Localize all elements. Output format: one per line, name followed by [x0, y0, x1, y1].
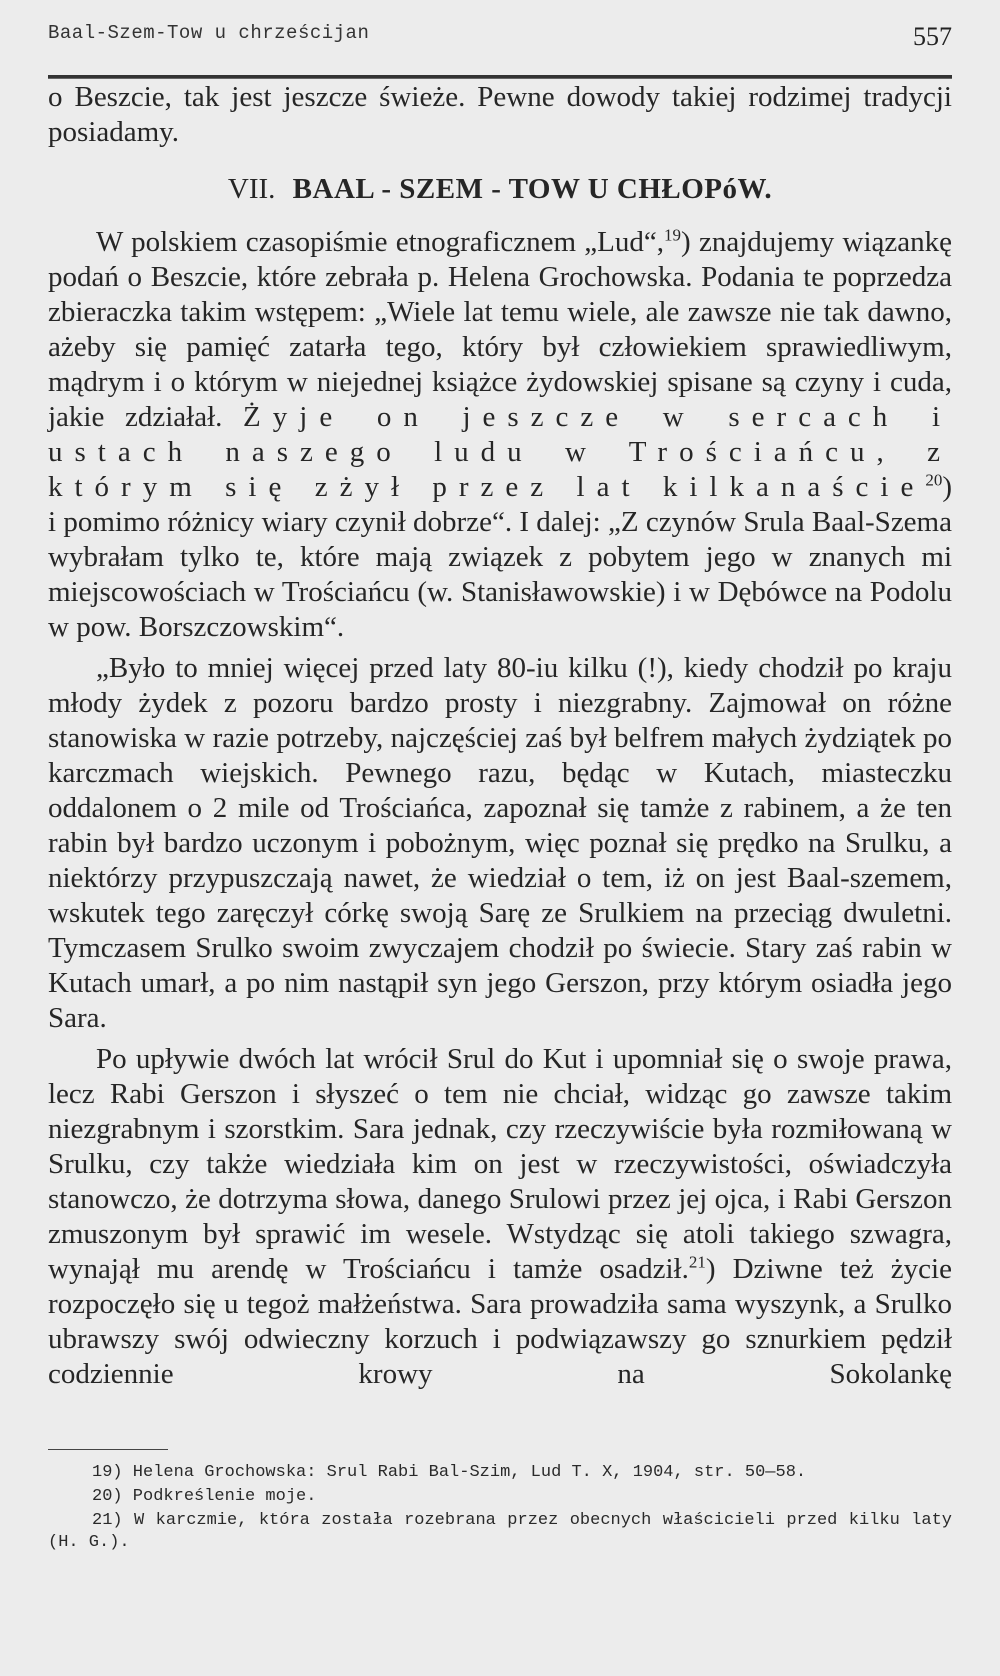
paragraph-2-text-b: ) znajdujemy wiązankę podań o Beszcie, które zebrała p. Helena Grochowska. Podania te poprzedza zbieraczka takim wstępem: „Wiele lat temu wiele, ale zawsze nie tak dawno, ażeby się pamięć zatarła tego, który był człowiekiem sprawiedliwym, mądrym i o którym w niejednej książce żydowskiej spisane są czyny i cuda, jakie zdziałał. [48, 226, 952, 433]
paragraph-4 [48, 1042, 952, 1392]
book-page [48, 0, 952, 1676]
footnote-ref-21: 21 [688, 1252, 706, 1272]
footnote-rule [48, 1449, 168, 1450]
body-text [48, 80, 952, 1392]
paragraph-2 [48, 225, 952, 645]
paragraph-1: o Beszcie, tak jest jeszcze świeże. Pewne dowody takiej rodzimej tradycji posiadamy. [48, 81, 952, 148]
emphasized-text: Żyje on jeszcze w sercach i ustach naszego ludu w Trościańcu, z którym się zżył przez lat kilkanaście [48, 401, 953, 503]
paragraph-4-text-a: Po upływie dwóch lat wrócił Srul do Kut i upomniał się o swoje prawa, lecz Rabi Gerszon i słyszeć o tem nie chciał, widząc go zawsze takim niezgrabnym i szorstkim. Sara jednak, czy rzeczywiście była rozmiłowaną w Srulku, czy także wiedziała kim on jest w rzeczywistości, oświadczyła stanowczo, że dotrzyma słowa, danego Srulowi przez jej ojca, i Rabi Gerszon zmuszonym był sprawić im wesele. Wstydząc się atoli takiego szwagra, wynajął mu arendę w Trościańcu i tamże osadził. [48, 1043, 952, 1285]
running-head-title: Baal-Szem-Tow u chrześcijan [48, 22, 370, 44]
footnote-21: 21) W karczmie, która została rozebrana przez obecnych właścicieli przed kilku laty (H. G.). [48, 1511, 952, 1552]
footnote-ref-19: 19 [664, 225, 682, 245]
page-number: 557 [913, 22, 952, 51]
running-head [48, 18, 952, 58]
paragraph-4-text-b: ) Dziwne też życie rozpoczęło się u tegoż małżeństwa. Sara prowadziła sama wyszynk, a Srulko ubrawszy swój odwieczny korzuch i podwiązawszy go sznurkiem pędził codziennie krowy na Sokolankę [48, 1253, 952, 1390]
paragraph-2-text-c: ) i pomimo różnicy wiary czynił dobrze“. I dalej: „Z czynów Srula Baal-Szema wybrałam tylko te, które mają związek z pobytem jego w znanych mi miejscowościach w Trościańcu (w. Stanisławowskie) i w Dębówce na Podolu w pow. Borszczowskim“. [48, 471, 952, 643]
header-rule [48, 75, 952, 79]
footnotes [48, 1462, 952, 1556]
footnote-20: 20) Podkreślenie moje. [92, 1487, 317, 1506]
footnote-19: 19) Helena Grochowska: Srul Rabi Bal-Szim, Lud T. X, 1904, str. 50—58. [92, 1463, 807, 1482]
section-title: BAAL - SZEM - TOW U CHŁOPóW. [292, 173, 773, 205]
paragraph-2-text-a: W polskiem czasopiśmie etnograficznem „Lud“, [96, 226, 665, 258]
paragraph-3: „Było to mniej więcej przed laty 80-iu kilku (!), kiedy chodził po kraju młody żydek z pozoru bardzo prosty i niezgrabny. Zajmował on różne stanowiska w razie potrzeby, najczęściej zaś był belfrem małych żydziątek po karczmach wiejskich. Pewnego razu, będąc w Kutach, miasteczku oddalonem o 2 mile od Trościańca, zapoznał się tamże z rabinem, a że ten rabin był bardzo uczonym i pobożnym, więc poznał się prędko na Srulku, a niektórzy przypuszczają nawet, że wiedział o tem, iż on jest Baal-szemem, wskutek tego zaręczył córkę swoją Sarę ze Srulkiem na przeciąg dwuletni. Tymczasem Srulko swoim zwyczajem chodził po świecie. Stary zaś rabin w Kutach umarł, a po nim nastąpił syn jego Gerszon, przy którym osiadła jego Sara. [48, 652, 952, 1034]
section-number: VII. [227, 173, 276, 205]
section-heading [48, 172, 952, 207]
footnote-ref-20: 20 [925, 470, 943, 490]
